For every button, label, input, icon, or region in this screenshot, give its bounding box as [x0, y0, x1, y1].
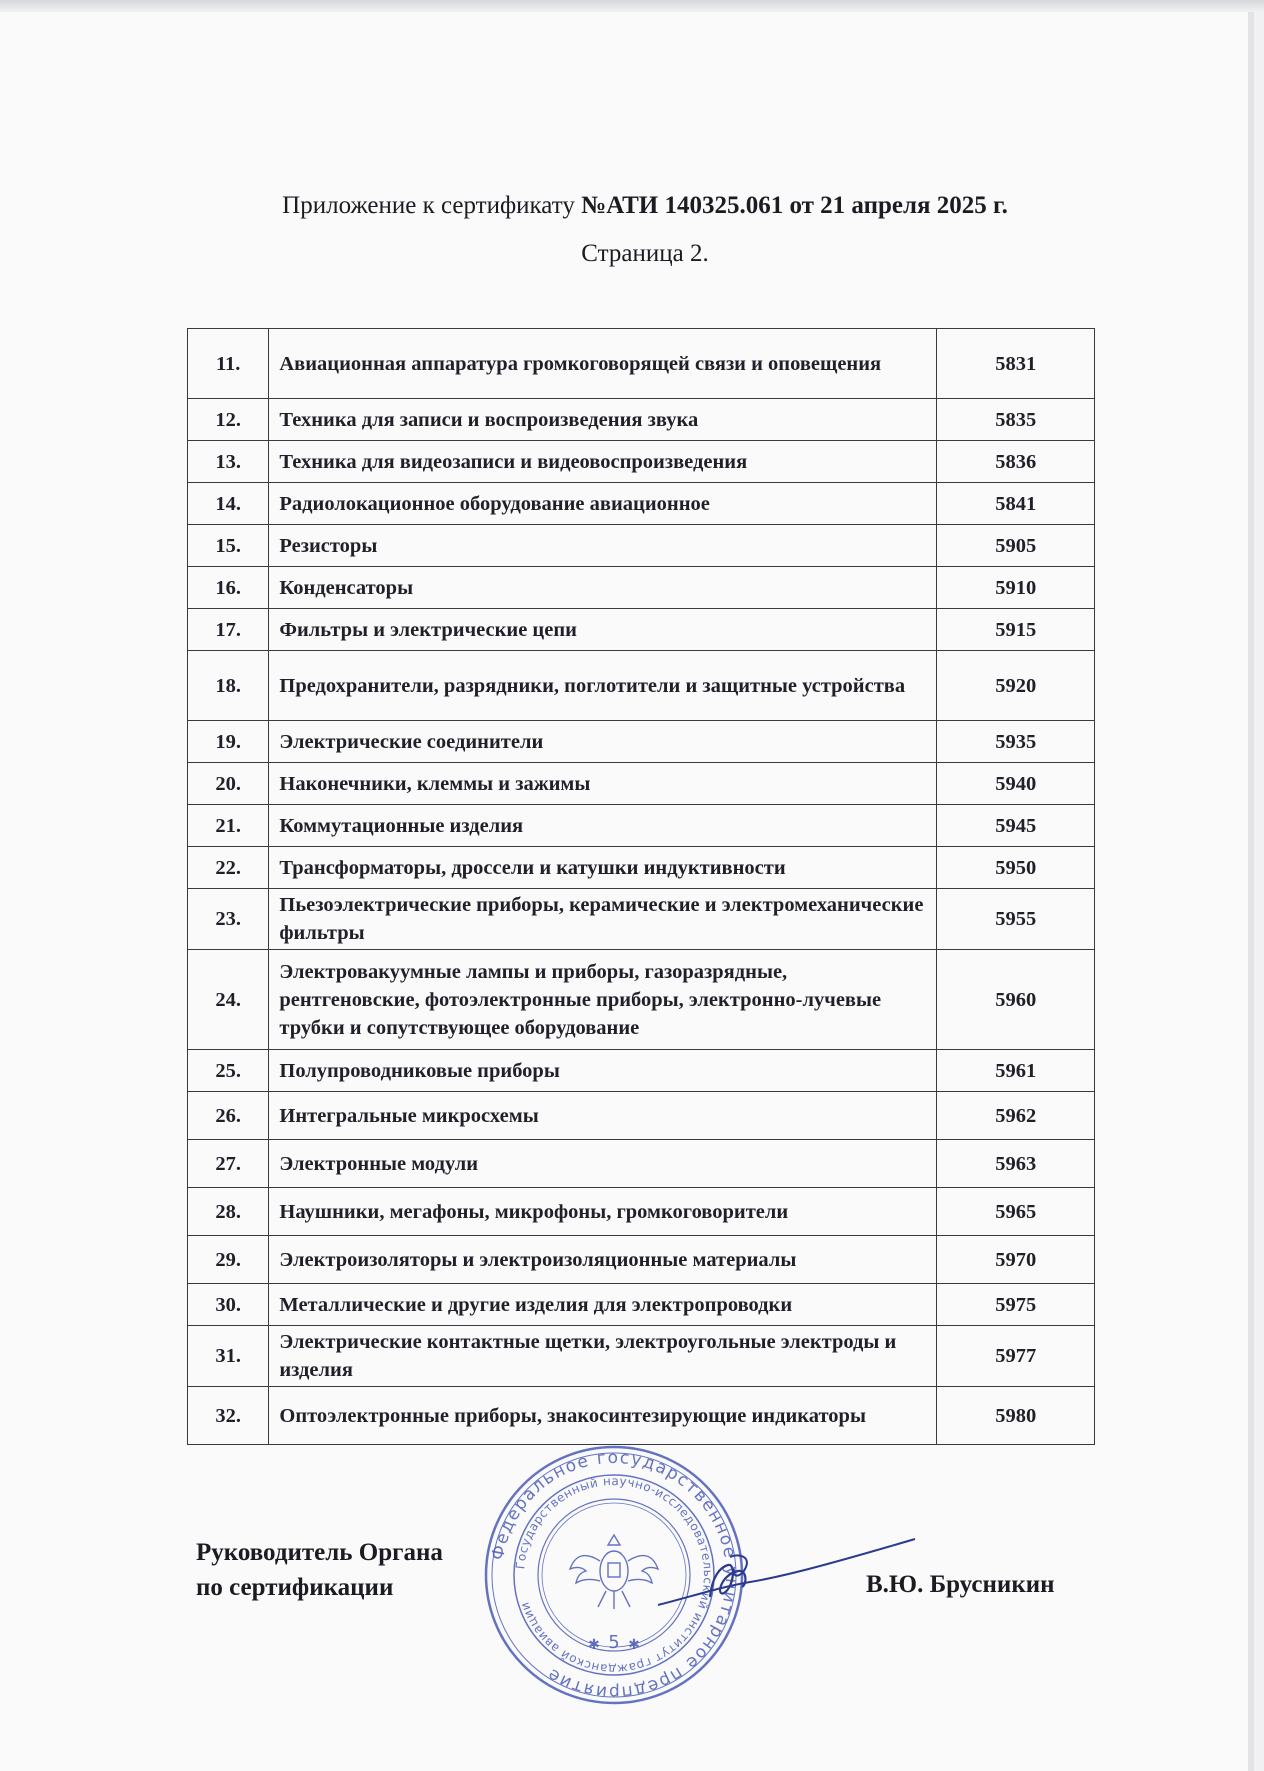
- page-label: Страница 2.: [581, 240, 709, 267]
- table-row: [188, 483, 1095, 525]
- table-row: [188, 1092, 1095, 1140]
- row-number: 13.: [188, 441, 269, 483]
- seal-outer-text: Федеральное государственное унитарное предприятие: [487, 1447, 742, 1703]
- seal-star-icon: ✱: [628, 1638, 640, 1653]
- product-code: 5935: [937, 721, 1095, 763]
- product-code: 5965: [937, 1188, 1095, 1236]
- table-row: [188, 329, 1095, 399]
- table-row: [188, 399, 1095, 441]
- eagle-emblem-icon: [570, 1535, 658, 1609]
- product-name: Электрические соединители: [269, 721, 937, 763]
- row-number: 32.: [188, 1387, 269, 1445]
- product-code: 5961: [937, 1050, 1095, 1092]
- table-row: [188, 609, 1095, 651]
- product-name: Коммутационные изделия: [269, 805, 937, 847]
- product-code: 5945: [937, 805, 1095, 847]
- document-page: [0, 12, 1254, 1771]
- table-row: [188, 525, 1095, 567]
- row-number: 15.: [188, 525, 269, 567]
- row-number: 24.: [188, 950, 269, 1050]
- table-row: [188, 441, 1095, 483]
- row-number: 12.: [188, 399, 269, 441]
- row-number: 22.: [188, 847, 269, 889]
- product-code: 5955: [937, 889, 1095, 950]
- table-row: [188, 1387, 1095, 1445]
- product-name: Наушники, мегафоны, микрофоны, громкоговорители: [269, 1188, 937, 1236]
- row-number: 16.: [188, 567, 269, 609]
- product-name: Авиационная аппаратура громкоговорящей связи и оповещения: [269, 329, 937, 399]
- product-name: Фильтры и электрические цепи: [269, 609, 937, 651]
- product-name: Полупроводниковые приборы: [269, 1050, 937, 1092]
- table-row: [188, 1236, 1095, 1284]
- table-row: [188, 567, 1095, 609]
- product-codes-table: [187, 328, 1095, 1445]
- product-code: 5960: [937, 950, 1095, 1050]
- product-name: Электронные модули: [269, 1140, 937, 1188]
- product-name: Наконечники, клеммы и зажимы: [269, 763, 937, 805]
- table-row: [188, 1188, 1095, 1236]
- table-row: [188, 651, 1095, 721]
- row-number: 31.: [188, 1326, 269, 1387]
- product-name: Электрические контактные щетки, электроугольные электроды и изделия: [269, 1326, 937, 1387]
- product-code: 5915: [937, 609, 1095, 651]
- row-number: 18.: [188, 651, 269, 721]
- product-code: 5940: [937, 763, 1095, 805]
- product-name: Металлические и другие изделия для электропроводки: [269, 1284, 937, 1326]
- product-code: 5977: [937, 1326, 1095, 1387]
- table-row: [188, 763, 1095, 805]
- table-row: [188, 889, 1095, 950]
- product-code: 5963: [937, 1140, 1095, 1188]
- table-row: [188, 1284, 1095, 1326]
- position-line-2: по сертификации: [196, 1574, 394, 1601]
- seal-inner-text: Государственный научно-исследовательский институт гражданской авиации: [513, 1473, 716, 1677]
- row-number: 17.: [188, 609, 269, 651]
- product-name: Оптоэлектронные приборы, знакосинтезирующие индикаторы: [269, 1387, 937, 1445]
- row-number: 27.: [188, 1140, 269, 1188]
- table-row: [188, 847, 1095, 889]
- product-code: 5905: [937, 525, 1095, 567]
- table-row: [188, 805, 1095, 847]
- row-number: 29.: [188, 1236, 269, 1284]
- row-number: 26.: [188, 1092, 269, 1140]
- row-number: 21.: [188, 805, 269, 847]
- product-name: Интегральные микросхемы: [269, 1092, 937, 1140]
- product-code: 5841: [937, 483, 1095, 525]
- title-prefix: Приложение к сертификату: [282, 192, 582, 219]
- product-name: Резисторы: [269, 525, 937, 567]
- row-number: 11.: [188, 329, 269, 399]
- row-number: 19.: [188, 721, 269, 763]
- product-code: 5980: [937, 1387, 1095, 1445]
- row-number: 30.: [188, 1284, 269, 1326]
- signatory-position: [196, 1535, 443, 1605]
- table-row: [188, 950, 1095, 1050]
- product-name: Пьезоэлектрические приборы, керамические и электромеханические фильтры: [269, 889, 937, 950]
- product-code: 5920: [937, 651, 1095, 721]
- document-title: [0, 192, 1264, 220]
- table-row: [188, 721, 1095, 763]
- product-code: 5836: [937, 441, 1095, 483]
- product-name: Трансформаторы, дроссели и катушки индуктивности: [269, 847, 937, 889]
- product-name: Конденсаторы: [269, 567, 937, 609]
- table-row: [188, 1326, 1095, 1387]
- row-number: 25.: [188, 1050, 269, 1092]
- row-number: 28.: [188, 1188, 269, 1236]
- product-code: 5962: [937, 1092, 1095, 1140]
- seal-number: 5: [608, 1632, 620, 1653]
- product-code: 5835: [937, 399, 1095, 441]
- product-code: 5910: [937, 567, 1095, 609]
- product-name: Радиолокационное оборудование авиационное: [269, 483, 937, 525]
- row-number: 20.: [188, 763, 269, 805]
- row-number: 23.: [188, 889, 269, 950]
- product-code: 5950: [937, 847, 1095, 889]
- scan-edge: [0, 0, 1264, 12]
- product-name: Электроизоляторы и электроизоляционные материалы: [269, 1236, 937, 1284]
- product-code: 5831: [937, 329, 1095, 399]
- table-body: [188, 329, 1095, 1445]
- product-name: Техника для записи и воспроизведения звука: [269, 399, 937, 441]
- product-code: 5975: [937, 1284, 1095, 1326]
- product-name: Техника для видеозаписи и видеовоспроизведения: [269, 441, 937, 483]
- signatory-name: В.Ю. Брусникин: [866, 1571, 1055, 1598]
- row-number: 14.: [188, 483, 269, 525]
- table-row: [188, 1050, 1095, 1092]
- seal-star-icon: ✱: [588, 1638, 600, 1653]
- position-line-1: Руководитель Органа: [196, 1539, 443, 1566]
- product-code: 5970: [937, 1236, 1095, 1284]
- table-row: [188, 1140, 1095, 1188]
- certificate-reference: №АТИ 140325.061 от 21 апреля 2025 г.: [581, 192, 1008, 219]
- product-name: Предохранители, разрядники, поглотители и защитные устройства: [269, 651, 937, 721]
- product-name: Электровакуумные лампы и приборы, газоразрядные, рентгеновские, фотоэлектронные приборы, электронно-лучевые трубки и сопутствующее оборудование: [269, 950, 937, 1050]
